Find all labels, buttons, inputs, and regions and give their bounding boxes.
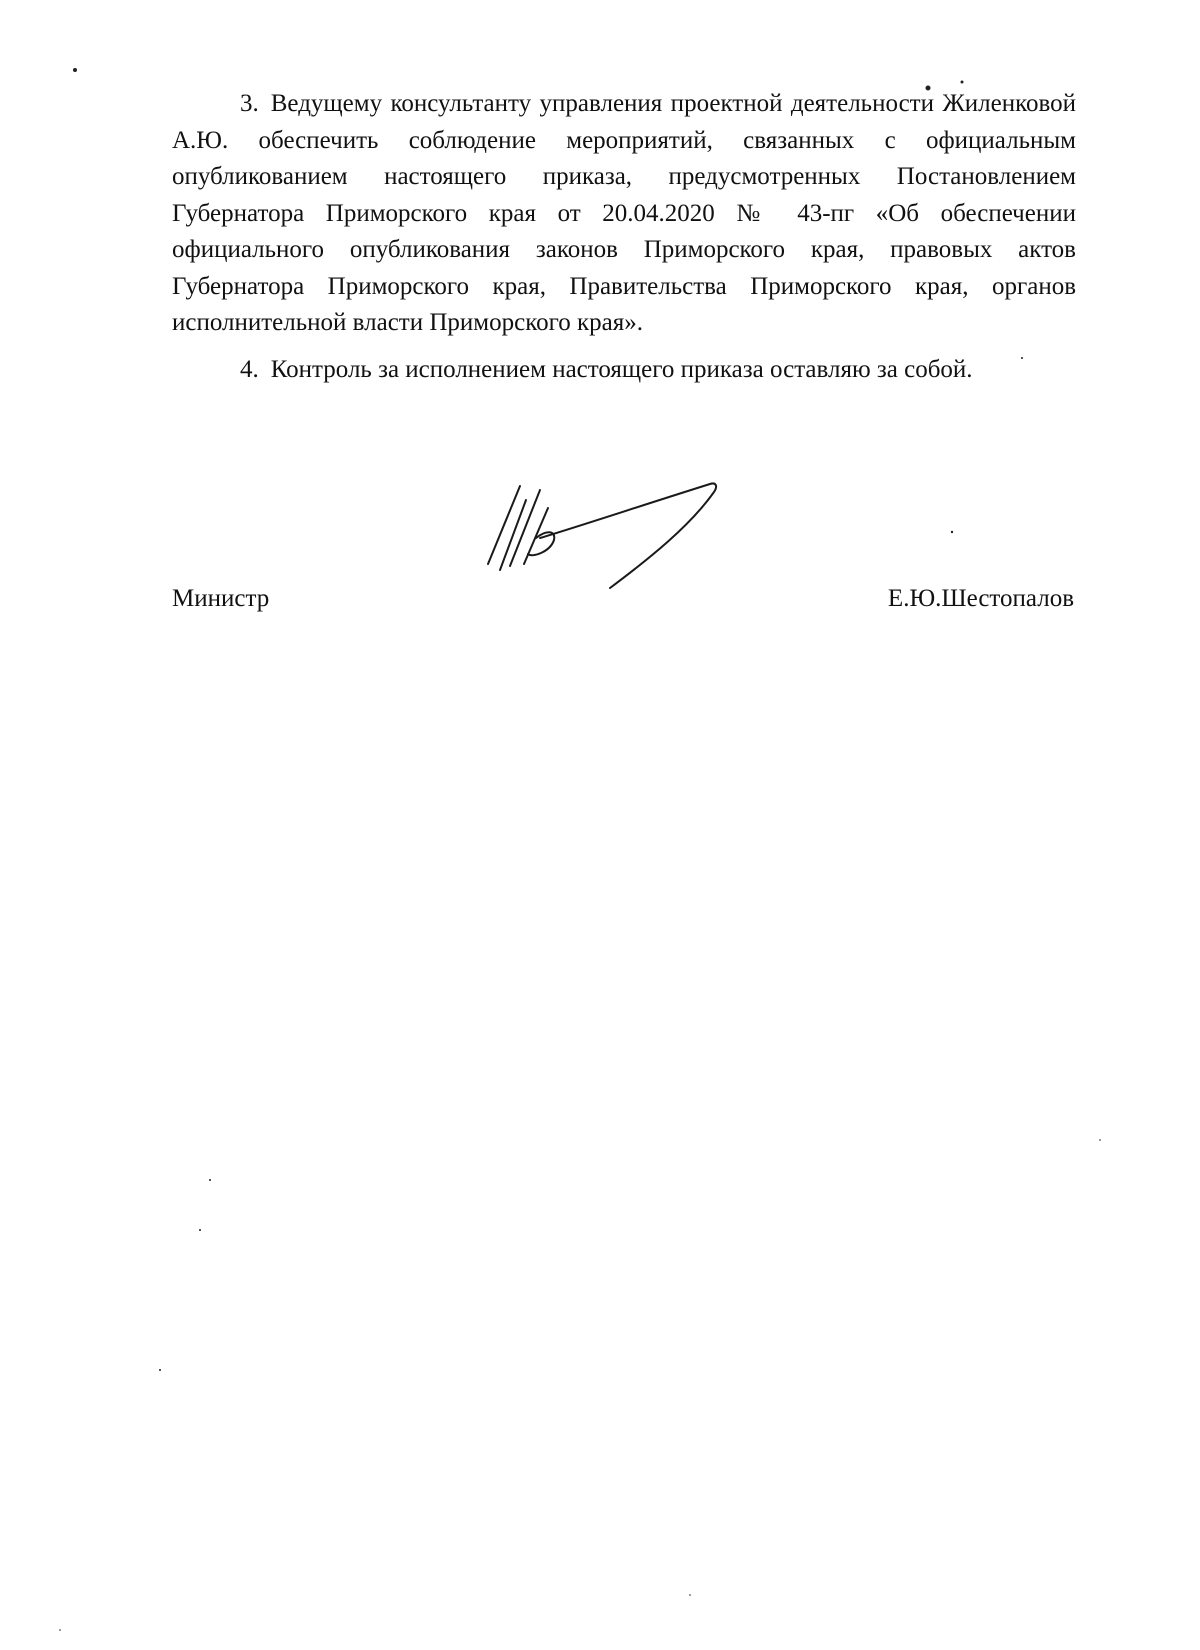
paragraph-text: Контроль за исполнением настоящего приказа оставляю за собой. xyxy=(270,355,973,383)
signer-name: Е.Ю.Шестопалов xyxy=(887,585,1074,612)
position-title: Министр xyxy=(172,585,270,612)
paragraph-text: Ведущему консультанту управления проектной деятельности Жиленковой А.Ю. обеспечить соблюдение мероприятий, связанных с официальным опубликованием настоящего приказа, предусмотренных Постановлением Губернатора Приморского края от 20.04.2020 № 43-пг «Об обеспечении официального опубликования законов Приморского края, правовых актов Губернатора Приморского края, Правительства Приморского края, органов исполнительной власти Приморского края». xyxy=(172,90,1076,336)
paragraph-number: 3. xyxy=(240,90,259,117)
paragraph-number: 4. xyxy=(240,355,259,383)
handwritten-signature xyxy=(470,478,740,608)
document-body xyxy=(172,86,1076,388)
paragraph-3 xyxy=(172,86,1076,342)
paragraph-4 xyxy=(172,352,1076,389)
